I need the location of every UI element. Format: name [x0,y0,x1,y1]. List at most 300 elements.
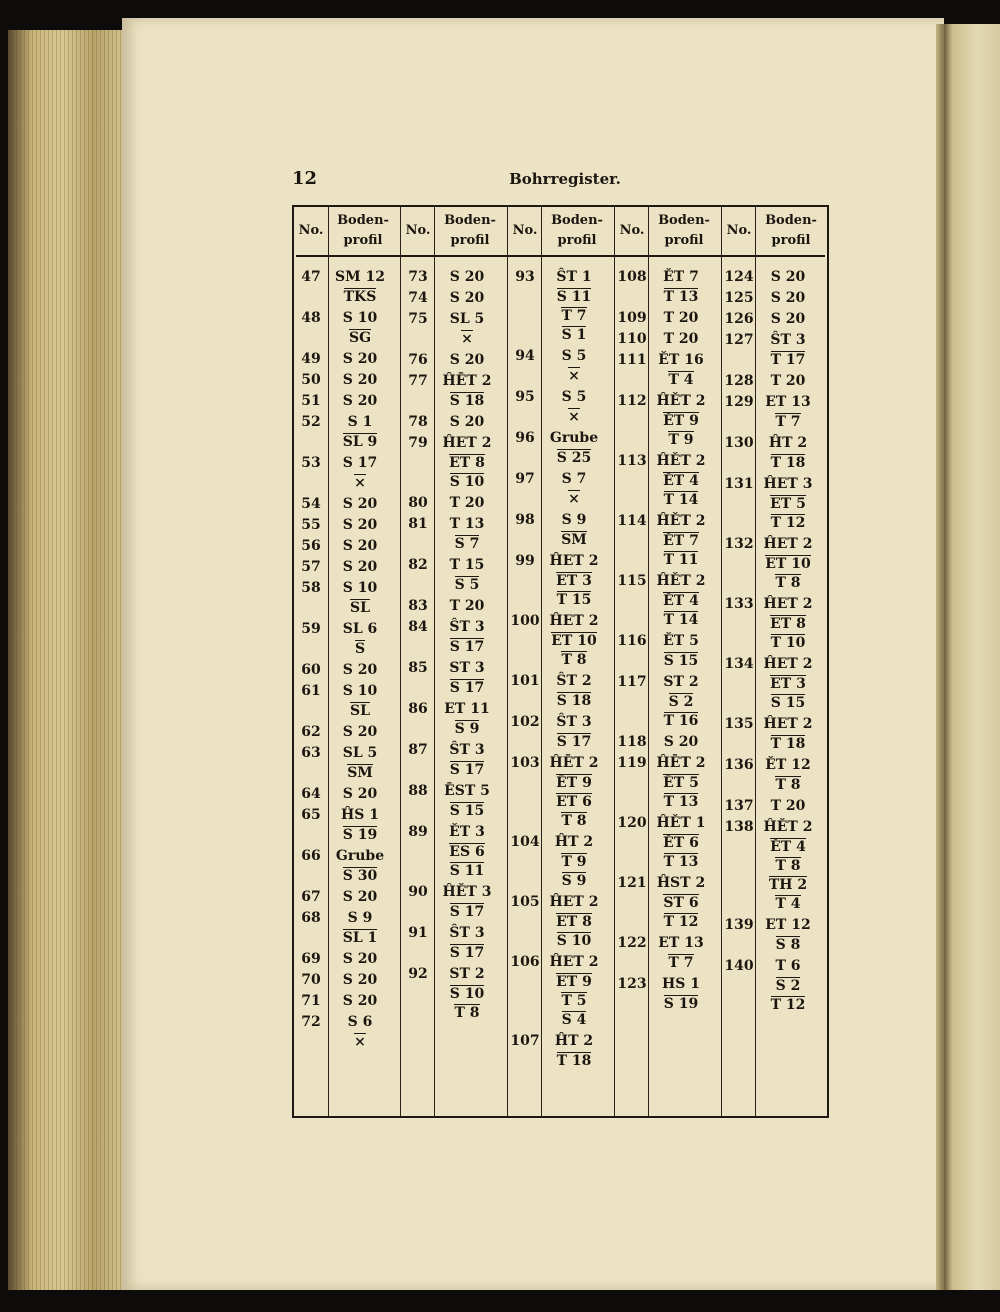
soil-profile-layer: ET 5 [770,496,806,512]
register-number: 74 [408,290,428,306]
register-number: 93 [515,269,535,285]
register-number: 132 [724,536,754,552]
soil-profile-layer: S 20 [342,724,378,740]
soil-profile-layer: ĤET 2 [763,596,813,612]
soil-profile-layer: SM 12 [335,269,385,285]
soil-profile-layer: Grube [549,430,599,446]
register-number: 111 [617,352,647,368]
soil-profile-layer: S 9 [561,512,587,528]
soil-profile-layer: S 5 [561,389,587,405]
soil-profile-layer: T 20 [770,373,806,389]
register-number: 119 [617,755,647,771]
soil-profile-layer: T 13 [449,516,485,532]
soil-profile-layer: S 4 [561,1012,587,1028]
soil-profile-layer: SL 6 [342,621,378,637]
register-number: 67 [301,889,321,905]
soil-profile-layer: SG [348,330,372,346]
soil-profile-layer: ĚT 5 [663,633,699,649]
soil-profile-layer: T 11 [663,552,699,568]
soil-profile-layer: S 9 [561,873,587,889]
register-number: 107 [510,1033,540,1049]
register-number: 83 [408,598,428,614]
soil-profile-layer: T 20 [663,310,699,326]
soil-profile-layer: ĤET 3 [763,476,813,492]
soil-profile-layer: S 17 [449,639,485,655]
register-number: 59 [301,621,321,637]
soil-profile-layer: ĤĒT 2 [549,755,599,771]
soil-profile-layer: ĤĚT 1 [656,815,706,831]
register-number: 92 [408,966,428,982]
soil-profile-layer: ŜT 1 [556,269,592,285]
soil-profile-layer: ĤET 2 [549,553,599,569]
soil-profile-layer: S 20 [342,993,378,1009]
soil-profile-layer: ST 3 [449,660,485,676]
soil-profile-layer: S 10 [342,683,378,699]
soil-profile-layer: ET 8 [770,616,806,632]
soil-profile-layer: S 6 [347,1014,373,1030]
soil-profile-layer: ES 6 [449,844,485,860]
soil-profile-layer: T 5 [561,993,587,1009]
soil-profile-layer: S 10 [342,580,378,596]
soil-profile-layer: S 20 [342,517,378,533]
soil-profile-layer: S 20 [449,352,485,368]
soil-profile-layer: ĤĒT 2 [656,755,706,771]
soil-profile-layer: SM [347,765,373,781]
soil-profile-layer: T 14 [663,612,699,628]
register-number: 105 [510,894,540,910]
soil-profile-layer: ĚT 12 [765,757,811,773]
soil-profile-layer: ET 10 [765,556,811,572]
header-profile: Boden- profil [337,213,389,248]
register-number: 57 [301,559,321,575]
soil-profile-layer: S 15 [663,653,699,669]
soil-profile-layer: S 20 [342,889,378,905]
soil-profile-layer: SL 1 [342,930,378,946]
soil-profile-layer: S 5 [561,348,587,364]
soil-profile-layer: ĚT 3 [449,824,485,840]
soil-profile-layer: S 20 [770,269,806,285]
header-no: No. [405,223,431,238]
register-number: 139 [724,917,754,933]
register-number: 47 [301,269,321,285]
register-number: 137 [724,798,754,814]
register-number: 76 [408,352,428,368]
soil-profile-layer: S 20 [770,290,806,306]
register-number: 56 [301,538,321,554]
register-number: 80 [408,495,428,511]
soil-profile-layer: ĤĚT 2 [656,453,706,469]
register-number: 128 [724,373,754,389]
soil-profile-layer: S 11 [556,289,592,305]
soil-profile-layer: S 20 [342,538,378,554]
soil-profile-layer: ĚT 9 [663,413,699,429]
soil-profile-layer: ĚT 16 [658,352,704,368]
soil-profile-layer: SL 9 [342,434,378,450]
header-profile: Boden- profil [551,213,603,248]
soil-profile-layer: ĤET 2 [549,894,599,910]
running-head: Bohrregister. [509,170,621,188]
register-number: 113 [617,453,647,469]
soil-profile-layer: T 16 [663,713,699,729]
register-number: 58 [301,580,321,596]
book-page-edges [8,30,130,1290]
soil-profile-layer: ŜT 3 [556,714,592,730]
soil-profile-layer: ĚT 4 [770,839,806,855]
soil-profile-layer: ET 8 [556,914,592,930]
register-number: 62 [301,724,321,740]
soil-profile-layer: S 7 [454,536,480,552]
soil-profile-layer: ĤĚT 2 [656,573,706,589]
header-profile: Boden- profil [444,213,496,248]
soil-profile-layer: ĚT 7 [663,533,699,549]
register-number: 112 [617,393,647,409]
register-number: 114 [617,513,647,529]
soil-profile-layer: S 30 [342,868,378,884]
register-number: 108 [617,269,647,285]
soil-profile-layer: S 1 [561,327,587,343]
soil-profile-layer: T 9 [668,432,694,448]
soil-profile-layer: ĤET 2 [763,656,813,672]
soil-profile-layer: S 8 [775,937,801,953]
register-number: 48 [301,310,321,326]
soil-profile-layer: ET 12 [765,917,811,933]
soil-profile-layer: S 20 [663,734,699,750]
soil-profile-layer: T 18 [556,1053,592,1069]
register-number: 103 [510,755,540,771]
soil-profile-layer: T 20 [663,331,699,347]
soil-profile-layer: T 15 [449,557,485,573]
soil-profile-layer: ĤĚT 3 [442,884,492,900]
register-number: 51 [301,393,321,409]
register-number: 60 [301,662,321,678]
soil-profile-layer: × [568,368,580,384]
soil-profile-layer: S 19 [663,996,699,1012]
soil-profile-layer: ET 10 [551,633,597,649]
header-no: No. [726,223,752,238]
soil-profile-layer: T 4 [668,372,694,388]
register-number: 140 [724,958,754,974]
register-number: 64 [301,786,321,802]
register-number: 136 [724,757,754,773]
soil-profile-layer: ĤET 2 [549,613,599,629]
soil-profile-layer: ŜT 2 [556,673,592,689]
register-number: 131 [724,476,754,492]
soil-profile-layer: S 5 [454,577,480,593]
register-number: 69 [301,951,321,967]
soil-profile-layer: T 13 [663,854,699,870]
soil-profile-layer: S 20 [449,414,485,430]
soil-profile-layer: ĤST 2 [656,875,706,891]
register-number: 138 [724,819,754,835]
soil-profile-layer: S 20 [342,786,378,802]
soil-profile-layer: T 17 [770,352,806,368]
soil-profile-layer: SL [350,600,370,616]
soil-profile-layer: ET 9 [556,974,592,990]
soil-profile-layer: T 8 [454,1005,480,1021]
register-number: 106 [510,954,540,970]
soil-profile-layer: S 20 [449,269,485,285]
register-number: 121 [617,875,647,891]
soil-profile-layer: ĒT 9 [556,775,592,791]
register-number: 65 [301,807,321,823]
header-profile: Boden- profil [658,213,710,248]
register-number: 68 [301,910,321,926]
soil-profile-layer: S 17 [556,734,592,750]
register-number: 116 [617,633,647,649]
soil-profile-layer: ĚT 4 [663,593,699,609]
soil-profile-layer: ĤT 2 [554,1033,594,1049]
register-number: 100 [510,613,540,629]
soil-profile-layer: SM [561,532,587,548]
soil-profile-layer: T 10 [770,635,806,651]
register-number: 71 [301,993,321,1009]
soil-profile-layer: ET 6 [556,794,592,810]
soil-profile-layer: S 7 [561,471,587,487]
register-number: 61 [301,683,321,699]
register-number: 63 [301,745,321,761]
register-number: 85 [408,660,428,676]
soil-profile-layer: T 7 [775,414,801,430]
soil-profile-layer: S 20 [342,951,378,967]
soil-profile-layer: T 18 [770,736,806,752]
soil-profile-layer: S 19 [342,827,378,843]
soil-profile-layer: T 18 [770,455,806,471]
soil-profile-layer: ĤET 2 [442,435,492,451]
soil-profile-layer: S 17 [449,945,485,961]
soil-profile-layer: ŜT 3 [770,332,806,348]
soil-profile-layer: S 10 [342,310,378,326]
register-number: 52 [301,414,321,430]
soil-profile-layer: T 12 [770,515,806,531]
soil-profile-layer: ĤET 2 [763,536,813,552]
soil-profile-layer: ĤĚT 2 [656,513,706,529]
soil-profile-layer: S 20 [342,559,378,575]
soil-profile-layer: T 12 [663,914,699,930]
soil-profile-layer: ĤĒT 2 [442,373,492,389]
soil-profile-layer: S 20 [342,662,378,678]
soil-profile-layer: ET 3 [556,573,592,589]
soil-profile-layer: S [354,641,366,657]
soil-profile-layer: S 9 [454,721,480,737]
soil-profile-layer: × [354,475,366,491]
soil-profile-layer: ĒT 5 [663,775,699,791]
register-number: 87 [408,742,428,758]
soil-profile-layer: ĚT 4 [663,473,699,489]
soil-profile-layer: SL [350,703,370,719]
soil-profile-layer: × [568,491,580,507]
register-number: 120 [617,815,647,831]
soil-profile-layer: S 18 [449,393,485,409]
register-number: 123 [617,976,647,992]
register-number: 81 [408,516,428,532]
soil-profile-layer: ŜT 3 [449,619,485,635]
soil-profile-layer: S 25 [556,450,592,466]
register-number: 125 [724,290,754,306]
register-number: 127 [724,332,754,348]
soil-profile-layer: HS 1 [662,976,700,992]
soil-profile-layer: ĤS 1 [341,807,379,823]
register-number: 54 [301,496,321,512]
register-number: 115 [617,573,647,589]
header-no: No. [298,223,324,238]
soil-profile-layer: T 8 [561,652,587,668]
soil-profile-layer: S 20 [449,290,485,306]
soil-profile-layer: S 20 [342,496,378,512]
soil-profile-layer: Grube [335,848,385,864]
soil-profile-layer: S 2 [668,694,694,710]
register-number: 78 [408,414,428,430]
register-number: 73 [408,269,428,285]
soil-profile-layer: S 18 [556,693,592,709]
register-number: 82 [408,557,428,573]
register-number: 86 [408,701,428,717]
header-no: No. [619,223,645,238]
soil-profile-layer: SL 5 [449,311,485,327]
soil-profile-layer: S 10 [449,474,485,490]
soil-profile-layer: S 11 [449,863,485,879]
soil-profile-layer: T 13 [663,794,699,810]
soil-profile-layer: S 20 [770,311,806,327]
register-number: 53 [301,455,321,471]
register-number: 96 [515,430,535,446]
register-number: 98 [515,512,535,528]
register-number: 99 [515,553,535,569]
soil-profile-layer: ĤĚT 2 [656,393,706,409]
register-number: 133 [724,596,754,612]
soil-profile-layer: S 15 [770,695,806,711]
soil-profile-layer: × [461,331,473,347]
register-number: 102 [510,714,540,730]
soil-profile-layer: T 15 [556,592,592,608]
soil-profile-layer: ET 13 [658,935,704,951]
register-number: 104 [510,834,540,850]
soil-profile-layer: × [568,409,580,425]
soil-profile-layer: S 20 [342,972,378,988]
soil-profile-layer: S 17 [449,680,485,696]
header-profile: Boden- profil [765,213,817,248]
soil-profile-layer: ST 2 [449,966,485,982]
soil-profile-layer: ĚT 6 [663,835,699,851]
register-number: 91 [408,925,428,941]
soil-profile-layer: S 10 [556,933,592,949]
register-number: 72 [301,1014,321,1030]
soil-profile-layer: T 4 [775,896,801,912]
soil-profile-layer: S 10 [449,986,485,1002]
soil-profile-layer: ŜT 3 [449,925,485,941]
register-number: 109 [617,310,647,326]
soil-profile-layer: ĤET 2 [549,954,599,970]
header-rule [296,255,825,257]
soil-profile-layer: S 17 [342,455,378,471]
soil-profile-layer: T 8 [561,813,587,829]
soil-profile-layer: S 15 [449,803,485,819]
register-number: 122 [617,935,647,951]
register-number: 90 [408,884,428,900]
soil-profile-layer: ĚT 7 [663,269,699,285]
register-number: 118 [617,734,647,750]
soil-profile-layer: ĤĚT 2 [763,819,813,835]
soil-profile-layer: T 12 [770,997,806,1013]
soil-profile-layer: T 8 [775,858,801,874]
register-number: 88 [408,783,428,799]
soil-profile-layer: ET 8 [449,455,485,471]
register-number: 84 [408,619,428,635]
soil-profile-layer: ĤET 2 [763,716,813,732]
soil-profile-layer: ŜT 3 [449,742,485,758]
soil-profile-layer: S 9 [347,910,373,926]
soil-profile-layer: ET 3 [770,676,806,692]
register-number: 129 [724,394,754,410]
soil-profile-layer: ST 6 [663,895,699,911]
soil-profile-layer: ĤT 2 [768,435,808,451]
register-number: 77 [408,373,428,389]
soil-profile-layer: × [354,1034,366,1050]
soil-profile-layer: S 20 [342,393,378,409]
facing-page [944,24,1000,1290]
register-number: 134 [724,656,754,672]
soil-profile-layer: S 1 [347,414,373,430]
register-number: 101 [510,673,540,689]
soil-profile-layer: TKS [343,289,377,305]
column-rule [507,207,508,1116]
soil-profile-layer: T 7 [668,955,694,971]
page-number: 12 [292,168,318,189]
soil-profile-layer: S 2 [775,978,801,994]
register-number: 70 [301,972,321,988]
soil-profile-layer: S 17 [449,904,485,920]
register-number: 95 [515,389,535,405]
soil-profile-layer: T 6 [775,958,801,974]
register-number: 66 [301,848,321,864]
register-number: 49 [301,351,321,367]
register-number: 97 [515,471,535,487]
register-number: 94 [515,348,535,364]
soil-profile-layer: S 20 [342,351,378,367]
soil-profile-layer: ST 2 [663,674,699,690]
register-number: 130 [724,435,754,451]
borehole-register-table [292,205,829,1118]
register-number: 75 [408,311,428,327]
register-number: 89 [408,824,428,840]
header-no: No. [512,223,538,238]
soil-profile-layer: T 20 [449,598,485,614]
soil-profile-layer: S 20 [342,372,378,388]
soil-profile-layer: T 20 [770,798,806,814]
register-number: 110 [617,331,647,347]
soil-profile-layer: ĤT 2 [554,834,594,850]
soil-profile-layer: ET 11 [444,701,490,717]
soil-profile-layer: ET 13 [765,394,811,410]
soil-profile-layer: T 14 [663,492,699,508]
register-number: 117 [617,674,647,690]
soil-profile-layer: T 20 [449,495,485,511]
soil-profile-layer: TH 2 [768,877,808,893]
soil-profile-layer: S 17 [449,762,485,778]
soil-profile-layer: ĒST 5 [444,783,490,799]
soil-profile-layer: T 13 [663,289,699,305]
register-number: 126 [724,311,754,327]
register-number: 124 [724,269,754,285]
register-number: 50 [301,372,321,388]
register-number: 79 [408,435,428,451]
register-number: 55 [301,517,321,533]
soil-profile-layer: SL 5 [342,745,378,761]
register-number: 135 [724,716,754,732]
soil-profile-layer: T 8 [775,777,801,793]
soil-profile-layer: T 8 [775,575,801,591]
soil-profile-layer: T 7 [561,308,587,324]
soil-profile-layer: T 9 [561,854,587,870]
